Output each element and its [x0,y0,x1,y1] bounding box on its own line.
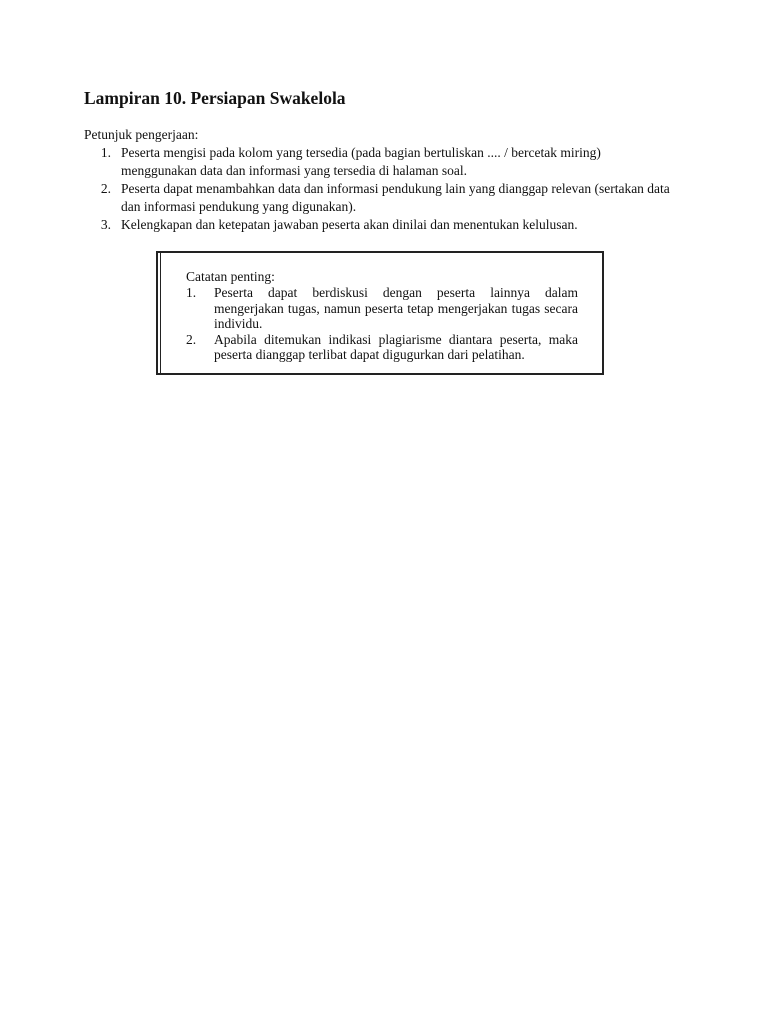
instruction-item [84,180,674,216]
instruction-item [84,144,674,180]
instruction-number: 1. [100,145,111,160]
note-text: Apabila ditemukan indikasi plagiarisme diantara peserta, maka peserta dianggap terlibat dapat digugurkan dari pelatihan. [214,331,578,362]
instruction-number: 3. [100,217,111,232]
page-title: Lampiran 10. Persiapan Swakelola [84,88,346,108]
note-title: Catatan penting: [186,269,275,284]
instruction-item [84,216,674,234]
note-text: Peserta dapat berdiskusi dengan peserta lainnya dalam mengerjakan tugas, namun peserta tetap mengerjakan tugas secara individu. [214,285,578,331]
instruction-number: 2. [100,181,111,196]
note-item [186,332,578,363]
note-list [186,285,578,363]
note-item [186,285,578,332]
instruction-text: Kelengkapan dan ketepatan jawaban peserta akan dinilai dan menentukan kelulusan. [121,217,578,232]
instruction-text: Peserta dapat menambahkan data dan informasi pendukung lain yang dianggap relevan (sertakan data dan informasi pendukung yang digunakan). [121,181,670,214]
note-number: 1. [186,285,197,300]
note-number: 2. [186,331,197,347]
instruction-list [84,144,674,234]
important-note-box [156,251,604,375]
instructions-label: Petunjuk pengerjaan: [84,127,199,142]
instruction-text: Peserta mengisi pada kolom yang tersedia (pada bagian bertuliskan .... / bercetak miring) menggunakan data dan informasi yang tersedia di halaman soal. [121,145,601,178]
